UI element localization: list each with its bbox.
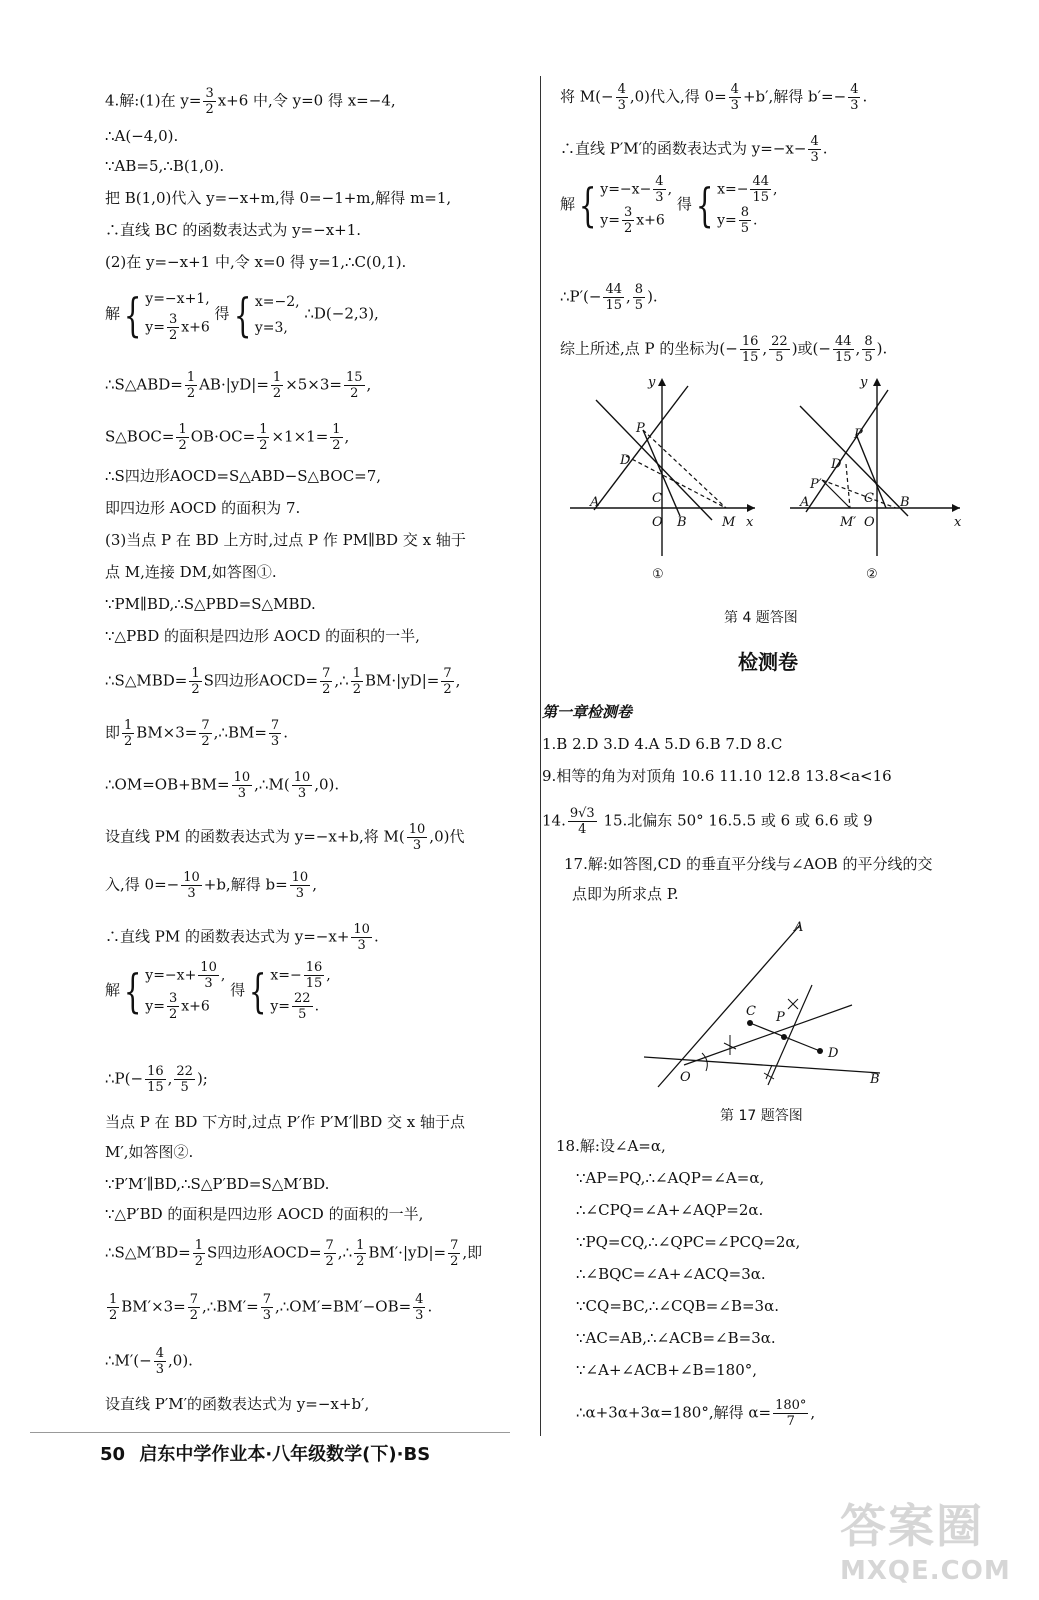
watermark-logo: [840, 1490, 1011, 1586]
fig17-caption: 第 17 题答图: [720, 1108, 803, 1124]
diagram-2: [790, 375, 962, 582]
q4-line: ∴A(−4,0).: [105, 127, 179, 145]
q4-line: 当点 P 在 BD 下方时,过点 P′作 P′M′∥BD 交 x 轴于点: [105, 1113, 466, 1131]
page-footer: [100, 1440, 430, 1466]
svg-text:M: M: [722, 515, 736, 530]
q18-line: ∵CQ=BC,∴∠CQB=∠B=3α.: [576, 1297, 779, 1315]
diagram-1: [570, 375, 755, 582]
q18-line: 18.解:设∠A=α,: [556, 1137, 666, 1155]
q4-line: ∴S四边形AOCD=S△ABD−S△BOC=7,: [105, 467, 382, 485]
q4-line: ∵△PBD 的面积是四边形 AOCD 的面积的一半,: [105, 627, 420, 645]
svg-text:D: D: [620, 453, 631, 468]
q4-line: ∴M′(− $\frac{4}{3}$ ,0).: [105, 1346, 193, 1377]
equation-system: 解{ y=−x+1, y= $\frac{3}{2}$ x+6 得{ x=−2, y=3, ∴D(−2,3),: [105, 287, 379, 343]
q4-line: ∴直线 BC 的函数表达式为 y=−x+1.: [105, 221, 362, 239]
q4-line: ∵AB=5,∴B(1,0).: [105, 157, 225, 175]
svg-text:D: D: [831, 457, 842, 472]
svg-text:y: y: [860, 375, 868, 390]
chapter-title: 第一章检测卷: [542, 703, 633, 721]
watermark-chars: 答案圈: [840, 1499, 984, 1553]
column-divider: [540, 76, 541, 1436]
q4-line: 入,得 0=− $\frac{10}{3}$ +b,解得 b= $\frac{10}{3}$ ,: [105, 870, 317, 901]
q17-line: 17.解:如答图,CD 的垂直平分线与∠AOB 的平分线的交: [564, 855, 933, 873]
q4-line: ∴P′(− $\frac{44}{15}$ , $\frac{8}{5}$ ).: [560, 282, 658, 313]
q4-line: $\frac{1}{2}$ BM′×3= $\frac{7}{2}$ ,∴BM′= $\frac{7}{3}$ ,∴OM′=BM′−OB= $\frac{4}{3}$ .: [109, 1292, 433, 1323]
svg-text:B: B: [677, 515, 687, 530]
q18-line: ∵∠A+∠ACB+∠B=180°,: [576, 1361, 758, 1379]
q4-line: ∴S△ABD= $\frac{1}{2}$ AB·|yD|= $\frac{1}{2}$ ×5×3= $\frac{15}{2}$ ,: [105, 370, 372, 401]
q18-line: ∴∠BQC=∠A+∠ACQ=3α.: [576, 1265, 766, 1283]
q18-line: ∵AC=AB,∴∠ACB=∠B=3α.: [576, 1329, 776, 1347]
watermark-url: MXQE.COM: [840, 1556, 1011, 1586]
svg-text:P′: P′: [810, 477, 822, 492]
q4-line: M′,如答图②.: [105, 1143, 194, 1161]
q18-line: ∴∠CPQ=∠A+∠AQP=2α.: [576, 1201, 764, 1219]
svg-text:P: P: [776, 1010, 785, 1025]
svg-text:M′: M′: [840, 515, 857, 530]
page-number: 50: [100, 1444, 126, 1465]
q4-line: ∵△P′BD 的面积是四边形 AOCD 的面积的一半,: [105, 1205, 424, 1223]
svg-text:x: x: [746, 515, 754, 530]
svg-text:P: P: [854, 427, 863, 442]
equation-system: 解{ y=−x+ $\frac{10}{3}$ , y= $\frac{3}{2}$ x+6 得{ x=− $\frac{16}{15}$ , y= $\frac{22}{5}$ .: [105, 960, 331, 1022]
q4-line: (2)在 y=−x+1 中,令 x=0 得 y=1,∴C(0,1).: [105, 253, 407, 271]
q4-line: 把 B(1,0)代入 y=−x+m,得 0=−1+m,解得 m=1,: [105, 189, 452, 207]
svg-text:C: C: [652, 491, 662, 506]
svg-text:B: B: [900, 495, 910, 510]
q4-conclusion: 综上所述,点 P 的坐标为(− $\frac{16}{15}$ , $\frac{22}{5}$ )或(− $\frac{44}{15}$ , $\frac{8}{5}$ ).: [560, 334, 888, 365]
svg-text:B: B: [870, 1072, 880, 1087]
fig2-label: ②: [866, 567, 878, 582]
fig4-caption: 第 4 题答图: [724, 610, 798, 626]
q4-line: (3)当点 P 在 BD 上方时,过点 P 作 PM∥BD 交 x 轴于: [105, 531, 466, 549]
q17-figure: [640, 915, 890, 1095]
svg-text:A: A: [590, 495, 600, 510]
book-title: 启东中学作业本·八年级数学(下)·BS: [139, 1444, 431, 1465]
svg-text:x: x: [954, 515, 962, 530]
q4-line: ∴OM=OB+BM= $\frac{10}{3}$ ,∴M( $\frac{10}{3}$ ,0).: [105, 770, 340, 801]
q4-line: ∴P(− $\frac{16}{15}$ , $\frac{22}{5}$ );: [105, 1064, 208, 1095]
svg-text:D: D: [828, 1046, 839, 1061]
q4-line: 点 M,连接 DM,如答图①.: [105, 563, 277, 581]
svg-text:y: y: [648, 375, 656, 390]
q4-line: 设直线 P′M′的函数表达式为 y=−x+b′,: [105, 1395, 370, 1413]
answers-fill: 9.相等的角为对顶角 10.6 11.10 12.8 13.8<a<16: [542, 767, 892, 785]
q18-line: ∵PQ=CQ,∴∠QPC=∠PCQ=2α,: [576, 1233, 801, 1251]
q4-line: 即 $\frac{1}{2}$ BM×3= $\frac{7}{2}$ ,∴BM= $\frac{7}{3}$ .: [105, 718, 288, 749]
svg-text:C: C: [864, 491, 874, 506]
q4-line: 将 M(− $\frac{4}{3}$ ,0)代入,得 0= $\frac{4}{3}$ +b′,解得 b′=− $\frac{4}{3}$ .: [560, 82, 868, 113]
svg-text:A: A: [794, 920, 804, 935]
q4-line: ∴直线 P′M′的函数表达式为 y=−x− $\frac{4}{3}$ .: [560, 134, 828, 165]
q4-line: ∵P′M′∥BD,∴S△P′BD=S△M′BD.: [105, 1175, 330, 1193]
answers-choice: 1.B 2.D 3.D 4.A 5.D 6.B 7.D 8.C: [542, 735, 783, 753]
fraction: $\frac{3}{2}$: [205, 86, 214, 117]
q18-line: ∴α+3α+3α=180°,解得 α= $\frac{180^\circ}{7}$ ,: [576, 1398, 816, 1429]
q4-line-1: 4.解:(1)在 y= $\frac{3}{2}$ x+6 中,令 y=0 得 x=−4,: [105, 86, 396, 117]
answers-fill-2: 14. $\frac{9√3}{4}$ 15.北偏东 50° 16.5.5 或 6 或 6.6 或 9: [542, 806, 873, 837]
q4-line: 设直线 PM 的函数表达式为 y=−x+b,将 M( $\frac{10}{3}$ ,0)代: [105, 822, 465, 853]
q4-line: ∴S△MBD= $\frac{1}{2}$ S四边形AOCD= $\frac{7}{2}$ ,∴ $\frac{1}{2}$ BM·|yD|= $\frac{7}{2}$ ,: [105, 666, 461, 697]
q4-line: S△BOC= $\frac{1}{2}$ OB·OC= $\frac{1}{2}$ ×1×1= $\frac{1}{2}$ ,: [105, 422, 350, 453]
svg-text:P: P: [636, 421, 645, 436]
q4-line: ∴直线 PM 的函数表达式为 y=−x+ $\frac{10}{3}$ .: [105, 922, 379, 953]
q17-line: 点即为所求点 P.: [572, 885, 679, 903]
fig1-label: ①: [652, 567, 664, 582]
section-title: 检测卷: [738, 650, 798, 674]
footer-rule: [30, 1432, 510, 1433]
q4-figure: [560, 370, 980, 610]
q4-line: ∴S△M′BD= $\frac{1}{2}$ S四边形AOCD= $\frac{7}{2}$ ,∴ $\frac{1}{2}$ BM′·|yD|= $\frac{7}{2}$ ,即: [105, 1238, 483, 1269]
equation-system: 解{ y=−x− $\frac{4}{3}$ , y= $\frac{3}{2}$ x+6 得{ x=− $\frac{44}{15}$ , y= $\frac{8}{5}$ .: [560, 174, 778, 236]
svg-text:C: C: [746, 1004, 756, 1019]
svg-text:O: O: [652, 515, 663, 530]
svg-text:O: O: [680, 1070, 691, 1085]
svg-text:O: O: [864, 515, 875, 530]
q18-line: ∵AP=PQ,∴∠AQP=∠A=α,: [576, 1169, 765, 1187]
svg-text:A: A: [800, 495, 810, 510]
q4-line: 即四边形 AOCD 的面积为 7.: [105, 499, 301, 517]
q4-line: ∵PM∥BD,∴S△PBD=S△MBD.: [105, 595, 316, 613]
